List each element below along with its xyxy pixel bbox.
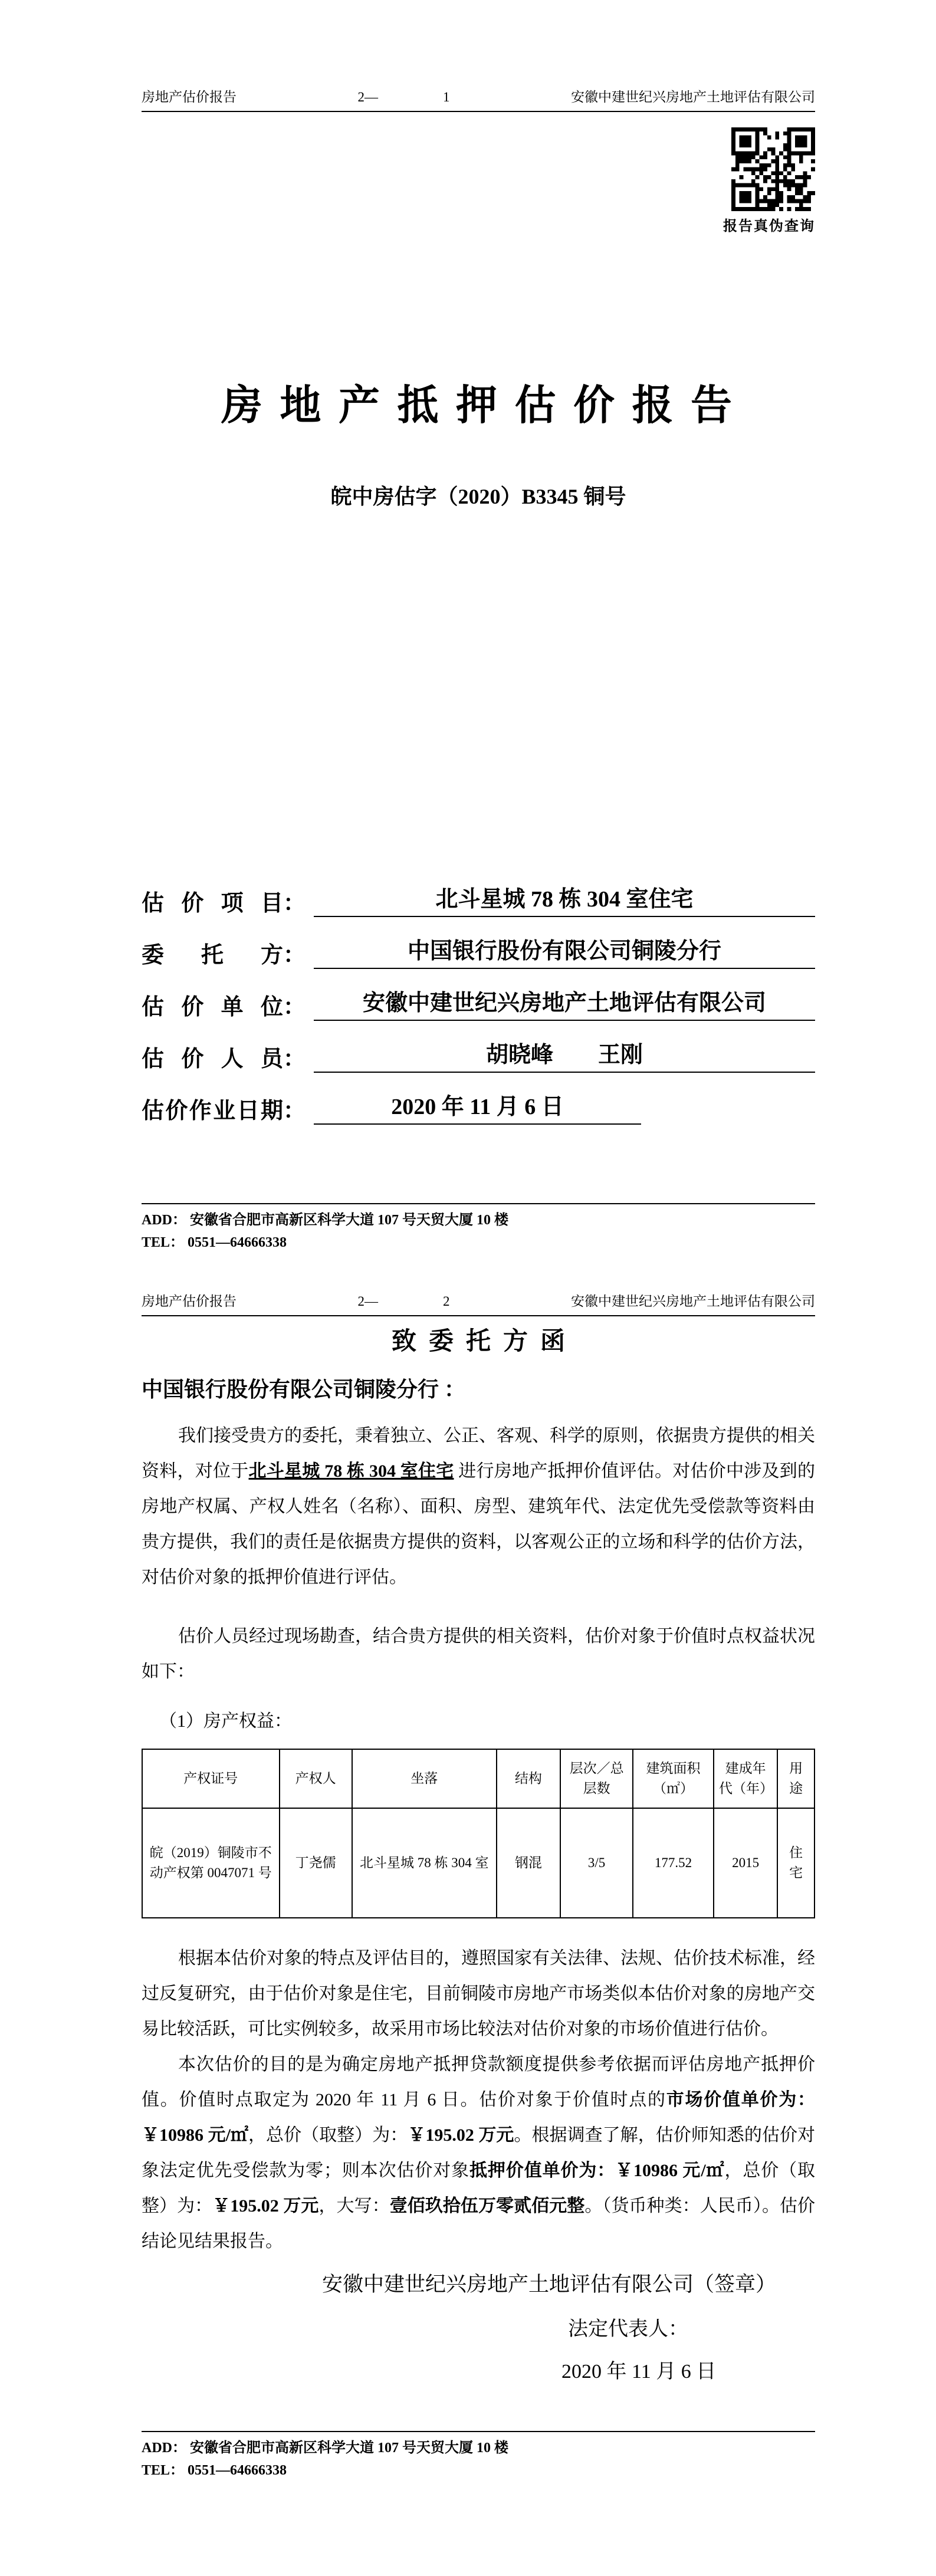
field-value: 北斗星城 78 栋 304 室住宅 (314, 885, 815, 917)
field-label: 估价人员 (142, 1047, 283, 1072)
cell-location: 北斗星城 78 栋 304 室 (352, 1808, 497, 1918)
field-label: 估价项目 (142, 891, 283, 916)
letter-paragraph-method: 根据本估价对象的特点及评估目的，遵照国家有关法律、法规、估价技术标准，经过反复研究，由于估价对象是住宅，目前铜陵市房地产市场类似本估价对象的房地产交易比较活跃，可比实例较多，故采用市场比较法对估价对象的市场价值进行估价。 (142, 1949, 815, 2039)
header-page-number (237, 1293, 571, 1310)
footer-address: ADD： 安徽省合肥市高新区科学大道 107 号天贸大厦 10 楼 (142, 1213, 508, 1228)
header-company-name: 安徽中建世纪兴房地产土地评估有限公司 (571, 90, 815, 104)
qr-code (731, 127, 815, 211)
letter-paragraph-intro: 我们接受贵方的委托，秉着独立、公正、客观、科学的原则，依据贵方提供的相关资料，对位于北斗星城 78 栋 304 室住宅 进行房地产抵押价值评估。对估价中涉及到的房地产权属、产权人姓名（名称）、面积、房型、建筑年代、法定优先受偿款等资料由贵方提供，我们的责任是依据贵方提供的资料，以客观公正的立场和科学的估价方法，对估价对象的抵押价值进行评估。 (142, 1426, 815, 1587)
th-floors: 层次／总层数 (560, 1749, 633, 1808)
th-year: 建成年代（年） (714, 1749, 777, 1808)
field-value: 胡晓峰 王刚 (314, 1041, 815, 1073)
property-rights-table (142, 1749, 815, 1918)
field-row-project (142, 865, 815, 917)
header-page-current: 1 (443, 90, 450, 104)
header-page-number (237, 88, 571, 106)
cell-structure: 钢混 (497, 1808, 560, 1918)
cell-area: 177.52 (633, 1808, 714, 1918)
field-colon: ： (283, 1099, 306, 1123)
letter-title: 致 委 托 方 函 (391, 1328, 565, 1355)
th-location: 坐落 (352, 1749, 497, 1808)
header-page-current: 2 (443, 1294, 450, 1309)
field-row-date (142, 1073, 815, 1125)
cell-floors: 3/5 (560, 1808, 633, 1918)
footer-address: ADD： 安徽省合肥市高新区科学大道 107 号天贸大厦 10 楼 (142, 2440, 508, 2456)
letter-paragraph-survey: 估价人员经过现场勘查，结合贵方提供的相关资料，估价对象于价值时点权益状况如下： (142, 1627, 815, 1681)
header-page-prefix: 2— (357, 90, 378, 104)
signature-company: 安徽中建世纪兴房地产土地评估有限公司（签章） (321, 2273, 776, 2296)
page-header (142, 88, 815, 112)
th-structure: 结构 (497, 1749, 560, 1808)
signature-representative: 法定代表人： (568, 2318, 688, 2340)
page-footer (142, 1203, 815, 1254)
signature-date: 2020 年 11 月 6 日 (561, 2361, 717, 2383)
th-area: 建筑面积（㎡） (633, 1749, 714, 1808)
field-colon: ： (283, 995, 306, 1020)
footer-tel: TEL： 0551—64666338 (142, 2463, 287, 2478)
field-colon: ： (283, 1047, 306, 1072)
th-use: 用途 (777, 1749, 815, 1808)
field-value: 安徽中建世纪兴房地产土地评估有限公司 (314, 989, 815, 1021)
table-header-row (142, 1749, 815, 1808)
report-title: 房 地 产 抵 押 估 价 报 告 (221, 383, 735, 429)
page-2 (0, 1288, 936, 2576)
field-row-client (142, 917, 815, 969)
header-company-name: 安徽中建世纪兴房地产土地评估有限公司 (571, 1294, 815, 1309)
field-label: 估价单位 (142, 995, 283, 1020)
th-owner: 产权人 (280, 1749, 352, 1808)
header-doc-title: 房地产估价报告 (142, 1294, 237, 1309)
letter-paragraph-rights-label: （1）房产权益： (159, 1711, 292, 1731)
page-header (142, 1293, 815, 1316)
letter-addressee: 中国银行股份有限公司铜陵分行 ： (142, 1378, 466, 1401)
field-value: 2020 年 11 月 6 日 (314, 1093, 641, 1125)
cell-owner: 丁尧儒 (280, 1808, 352, 1918)
field-label: 估价作业日期 (142, 1099, 283, 1123)
field-row-agency (142, 969, 815, 1021)
qr-block (142, 127, 815, 236)
th-cert-no: 产权证号 (142, 1749, 280, 1808)
footer-tel: TEL： 0551—64666338 (142, 1235, 287, 1250)
cover-fields (142, 865, 815, 1125)
field-row-appraisers (142, 1021, 815, 1073)
header-doc-title: 房地产估价报告 (142, 90, 237, 104)
field-value: 中国银行股份有限公司铜陵分行 (314, 937, 815, 969)
field-colon: ： (283, 943, 306, 968)
field-colon: ： (283, 891, 306, 916)
cell-cert-no: 皖（2019）铜陵市不动产权第 0047071 号 (142, 1808, 280, 1918)
page-footer (142, 2431, 815, 2482)
field-label: 委托方 (142, 943, 283, 968)
header-page-prefix: 2— (357, 1294, 378, 1309)
qr-caption: 报告真伪查询 (723, 219, 815, 234)
cell-year: 2015 (714, 1808, 777, 1918)
report-number: 皖中房估字（2020）B3345 铜号 (330, 485, 626, 508)
table-row (142, 1808, 815, 1918)
cell-use: 住宅 (777, 1808, 815, 1918)
letter-paragraph-valuation: 本次估价的目的是为确定房地产抵押贷款额度提供参考依据而评估房地产抵押价值。价值时点取定为 2020 年 11 月 6 日。估价对象于价值时点的市场价值单价为：￥10986 元/㎡，总价（取整）为：￥195.02 万元。根据调查了解，估价师知悉的估价对象法定优先受偿款为零；则本次估价对象抵押价值单价为：￥10986 元/㎡，总价（取整）为：￥195.02 万元，大写：壹佰玖拾伍万零贰佰元整。（货币种类：人民币）。估价结论见结果报告。 (142, 2055, 816, 2251)
